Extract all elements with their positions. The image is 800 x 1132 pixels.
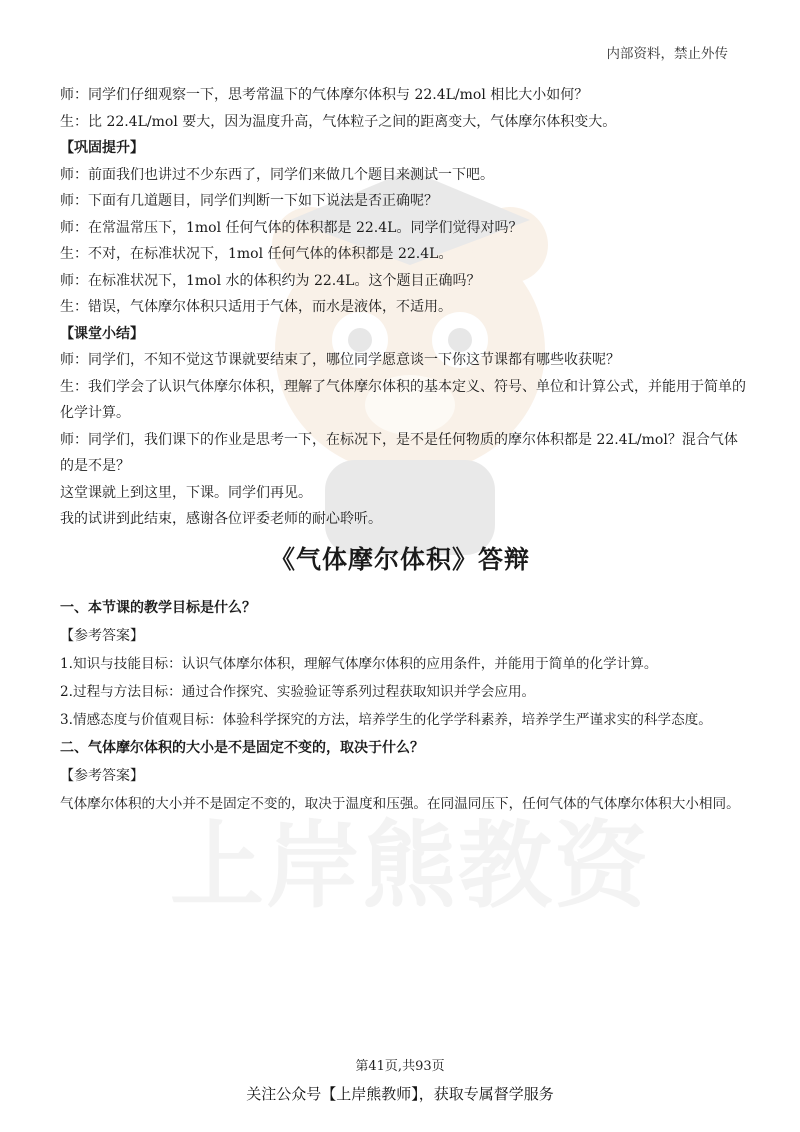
dialogue-line: 师：在常温常压下，1mol 任何气体的体积都是 22.4L。同学们觉得对吗？ [60, 219, 523, 236]
reference-answer-label: 【参考答案】 [60, 768, 144, 784]
answer-line: 3.情感态度与价值观目标：体验科学探究的方法，培养学生的化学学科素养，培养学生严谨求实的科学态度。 [60, 712, 712, 728]
defense-title: 《气体摩尔体积》答辩 [269, 545, 530, 574]
dialogue-line: 生：不对，在标准状况下，1mol 任何气体的体积都是 22.4L。 [60, 246, 453, 262]
dialogue-line: 我的试讲到此结束，感谢各位评委老师的耐心聆听。 [60, 511, 382, 527]
section-heading-consolidation: 【巩固提升】 [60, 140, 144, 156]
dialogue-line: 生：我们学会了认识气体摩尔体积，理解了气体摩尔体积的基本定义、符号、单位和计算公式，并能用于简单的化学计算。 [60, 378, 746, 421]
watermark-brand-text: 上岸熊教资 [169, 812, 650, 921]
defense-qa-section [60, 594, 750, 818]
footer-promo-note: 关注公众号【上岸熊教师】，获取专属督学服务 [246, 1085, 554, 1103]
dialogue-line: 这堂课就上到这里，下课。同学们再见。 [60, 484, 312, 501]
reference-answer-label: 【参考答案】 [60, 628, 144, 644]
dialogue-line: 师：同学们，不知不觉这节课就要结束了，哪位同学愿意谈一下你这节课都有哪些收获呢？ [60, 352, 620, 368]
answer-line: 2.过程与方法目标：通过合作探究、实验验证等系列过程获取知识并学会应用。 [60, 684, 536, 700]
dialogue-line: 师：在标准状况下，1mol 水的体积约为 22.4L。这个题目正确吗？ [60, 272, 481, 289]
dialogue-line: 师：同学们，我们课下的作业是思考一下，在标况下，是不是任何物质的摩尔体积都是 22.4L/mol？混合气体的是不是？ [60, 431, 738, 474]
header-confidential-note: 内部资料，禁止外传 [606, 46, 728, 62]
dialogue-line: 生：比 22.4L/mol 要大，因为温度升高，气体粒子之间的距离变大，气体摩尔体积变大。 [60, 113, 617, 130]
dialogue-line: 师：前面我们也讲过不少东西了，同学们来做几个题目来测试一下吧。 [60, 166, 494, 183]
defense-question: 二、气体摩尔体积的大小是不是固定不变的，取决于什么？ [60, 740, 424, 756]
page-number: 第41页,共93页 [355, 1059, 445, 1074]
answer-line: 1.知识与技能目标：认识气体摩尔体积，理解气体摩尔体积的应用条件，并能用于简单的化学计算。 [60, 656, 658, 672]
dialogue-line: 师：同学们仔细观察一下，思考常温下的气体摩尔体积与 22.4L/mol 相比大小如何？ [60, 87, 589, 103]
lesson-dialogue [60, 82, 746, 533]
dialogue-line: 师：下面有几道题目，同学们判断一下如下说法是否正确呢？ [60, 193, 438, 209]
section-heading-summary: 【课堂小结】 [60, 325, 144, 342]
defense-question: 一、本节课的教学目标是什么？ [60, 600, 256, 616]
answer-line: 气体摩尔体积的大小并不是固定不变的，取决于温度和压强。在同温同压下，任何气体的气体摩尔体积大小相同。 [60, 796, 740, 812]
dialogue-line: 生：错误，气体摩尔体积只适用于气体，而水是液体，不适用。 [60, 299, 452, 315]
